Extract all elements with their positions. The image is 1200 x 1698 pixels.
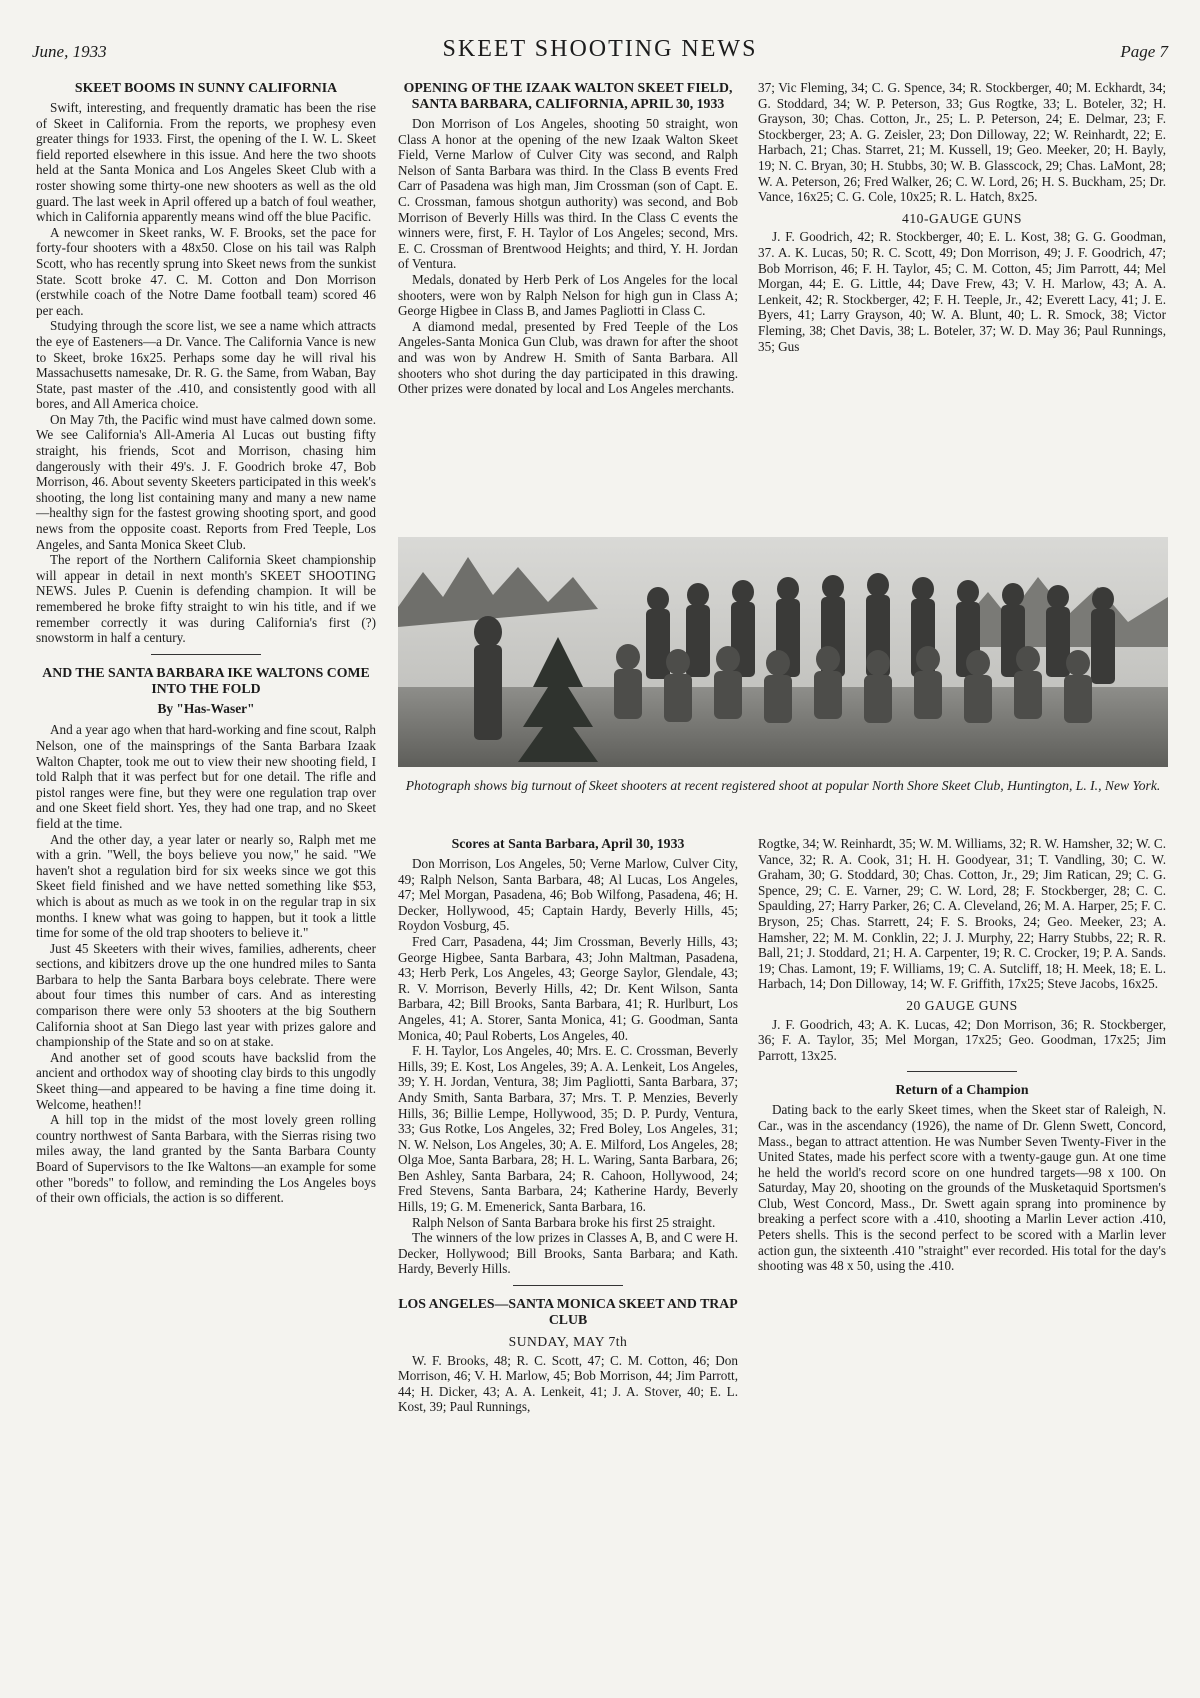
- article-headline-booms: SKEET BOOMS IN SUNNY CALIFORNIA: [74, 80, 338, 95]
- paragraph: The winners of the low prizes in Classes A, B, and C were H. Decker, Hollywood; Bill Brooks, Santa Barbara; and Kath. Hardy, Beverly Hills.: [398, 1230, 738, 1277]
- paragraph: Don Morrison of Los Angeles, shooting 50 straight, won Class A honor at the opening of the new Izaak Walton Skeet Field, Verne Marlow of Culver City was second, and Ralph Nelson of Santa Barbara was third. In the Class B events Fred Carr of Pasadena was high man, Jim Crossman (son of Capt. E. C. Crossman, famous shotgun authority) was second, and Bob Morrison of Beverly Hills was third. In the Class C events the winners were, first, F. H. Taylor of Los Angeles; second, Mrs. E. C. Crossman of Brentwood Heights; and third, Y. H. Jordan of Ventura.: [398, 116, 738, 272]
- paragraph: A newcomer in Skeet ranks, W. F. Brooks, set the pace for forty-four shooters with a 48x50. Close on his tail was Ralph Scott, who has recently sprung into Skeet news from the sunkist State. Scott broke 47. C. M. Cotton and Don Morrison (erstwhile coach of the Notre Dame football team) scored 46 per each.: [36, 224, 376, 318]
- page-header: [32, 36, 1168, 66]
- column-left: [36, 80, 376, 1206]
- paragraph: And another set of good scouts have backslid from the ancient and orthodox way of shooting clay birds to this ungodly Skeet thing—and appeared to be having a fine time doing it. Welcome, heathen!!: [36, 1049, 376, 1112]
- divider: [151, 654, 261, 655]
- paragraph: J. F. Goodrich, 42; R. Stockberger, 40; E. L. Kost, 38; G. G. Goodman, 37. A. K. Lucas, 50; R. C. Scott, 49; Don Morrison, 49; J. F. Goodrich, 47; Bob Morrison, 46; F. H. Taylor, 45; C. M. Cotton, 45; Jim Parrott, 44; Mel Morgan, 44; E. G. Little, 44; Dave Frew, 43; V. H. Marlow, 43; A. A. Lenkeit, 42; R. Stockberger, 42; F. H. Teeple, Jr., 42; Everett Lacy, 41; J. E. Byers, 41; Larry Grayson, 40; W. A. Blunt, 40; L. R. Smock, 38; Victor Fleming, 38; Chet Davis, 38; L. Boteler, 37; W. D. May 36; Paul Runnings, 35; Gus: [758, 229, 1166, 354]
- paragraph: Swift, interesting, and frequently dramatic has been the rise of Skeet in California. From the reports, we prophesy even greater things for 1933. First, the opening of the I. W. L. Skeet field reported elsewhere in this issue. And here the two shoots held at the Santa Monica and Los Angeles Skeet Club with a roster showing some thirty-one new shooters as well as the old guard. The last week in April offered up a batch of foul weather, which in California apparently means wind off the blue Pacific.: [36, 100, 376, 225]
- paragraph: And a year ago when that hard-working and fine scout, Ralph Nelson, one of the mainsprings of the Santa Barbara Izaak Walton Chapter, took me out to view their new shooting field, I told Ralph that it was perfect but for one detail. The rifle and pistol ranges were fine, but they were one regulation trap over and one Skeet field short. Yes, they had one trap, and no Skeet field at the time.: [36, 722, 376, 831]
- paragraph: Ralph Nelson of Santa Barbara broke his first 25 straight.: [412, 1214, 716, 1230]
- article-headline-champion: Return of a Champion: [895, 1082, 1029, 1098]
- photo-caption: Photograph shows big turnout of Skeet shooters at recent registered shoot at popular North Shore Skeet Club, Huntington, L. I., New York.: [405, 778, 1161, 793]
- paragraph: Medals, donated by Herb Perk of Los Angeles for the local shooters, were won by Ralph Nelson for high gun in Class A; George Higbee in Class B, and James Pagliotti in Class C.: [398, 271, 738, 319]
- article-headline-scores: Scores at Santa Barbara, April 30, 1933: [451, 836, 685, 851]
- column-middle-bottom: [398, 836, 738, 1415]
- column-right-bottom: [758, 836, 1166, 1274]
- paragraph: A diamond medal, presented by Fred Teeple of the Los Angeles-Santa Monica Gun Club, was drawn for after the shoot and was won by Andrew H. Smith of Santa Barbara. All shooters who shot during the day participated in this drawing. Other prizes were donated by local and Los Angeles merchants.: [398, 318, 738, 397]
- paragraph: 37; Vic Fleming, 34; C. G. Spence, 34; R. Stockberger, 40; M. Eckhardt, 34; G. Stoddard, 34; W. P. Peterson, 33; Gus Rogtke, 33; L. Boteler, 32; H. Grayson, 30; Chas. Cotton, Jr., 25; L. P. Peterson, 24; E. Delmar, 23; F. Stockberger, 23; A. G. Zeisler, 23; Don Dilloway, 22; W. Reinhardt, 22; E. Harbach, 21; Chas. Starret, 21; M. Kussell, 19; Geo. Meeker, 20; H. Bayly, 19; N. C. Bryan, 30; H. Stubbs, 30; W. B. Glasscock, 29; Chas. LaMont, 28; W. A. Peterson, 26; Fred Walker, 26; C. W. Lord, 26; H. S. Buckham, 25; Dr. Vance, 16x25; C. G. Cole, 10x25; R. L. Hatch, 8x25.: [758, 80, 1166, 205]
- divider: [513, 1285, 623, 1286]
- group-photograph: [398, 537, 1168, 767]
- paragraph: And the other day, a year later or nearly so, Ralph met me with a grin. "Well, the boys believe you now," he said. "We haven't shot a regulation bird for six weeks since we got this Skeet field finished and we have netted something like $53, which is about as much as we took in on the regular trap in six months. I knew what was going to happen, but it took a little time for some of the old trap shooters to believe it.": [36, 831, 376, 941]
- issue-date: June, 1933: [32, 42, 107, 61]
- paragraph: Studying through the score list, we see a name which attracts the eye of Easteners—a Dr. Vance. The California Vance is new to Skeet, broke 16x25. Perhaps some day he will rival his Massachusetts namesake, Dr. R. G. the Same, from Waban, Bay State, past master of the .410, and consistently good with all bores, and All America choice.: [36, 318, 376, 412]
- divider: [907, 1071, 1017, 1072]
- section-subhead-date: SUNDAY, MAY 7th: [508, 1334, 628, 1350]
- paragraph: Fred Carr, Pasadena, 44; Jim Crossman, Beverly Hills, 43; George Higbee, Santa Barbara, 43; John Maltman, Pasadena, 43; Herb Perk, Los Angeles, 43; George Saylor, Glendale, 43; R. V. Morrison, Beverly Hills, 42; Dr. Kent Wilson, Santa Barbara, 42; Bill Brooks, Santa Barbara, 41; R. Hurlburt, Los Angeles, 41; A. Storer, Santa Monica, 41; G. Goodman, Santa Monica, 40; Paul Roberts, Los Angeles, 40.: [398, 933, 738, 1043]
- paragraph: Don Morrison, Los Angeles, 50; Verne Marlow, Culver City, 49; Ralph Nelson, Santa Barbara, 48; Al Lucas, Los Angeles, 47; Mel Morgan, Pasadena, 46; Bob Wilfong, Pasadena, 46; H. Decker, Hollywood, 45; Captain Hardy, Beverly Hills, 45; Roydon Vosburg, 45.: [398, 856, 738, 934]
- article-headline-opening: OPENING OF THE IZAAK WALTON SKEET FIELD, SANTA BARBARA, CALIFORNIA, APRIL 30, 1933: [403, 80, 733, 111]
- paragraph: The report of the Northern California Skeet championship will appear in detail in next month's SKEET SHOOTING NEWS. Jules P. Cuenin is defending champion. It will be remembered he broke fifty straight to win his title, and if we remember correctly it was during California's first (?) snowstorm in half a century.: [36, 552, 376, 646]
- paragraph: W. F. Brooks, 48; R. C. Scott, 47; C. M. Cotton, 46; Don Morrison, 46; V. H. Marlow, 45; Bob Morrison, 44; Jim Parrott, 44; H. Dicker, 43; A. A. Lenkeit, 41; J. A. Stover, 40; E. L. Kost, 39; Paul Runnings,: [398, 1352, 738, 1415]
- paragraph: A hill top in the midst of the most lovely green rolling country northwest of Santa Barbara, with the Sierras rising two miles away, the land granted by the Santa Barbara County Board of Supervisors to the Ike Waltons—an example for some other "boreds" to follow, and reminding the Los Angeles boys of their own officials, the action is so different.: [36, 1112, 376, 1206]
- section-subhead-20: 20 GAUGE GUNS: [906, 997, 1018, 1013]
- paragraph: Dating back to the early Skeet times, when the Skeet star of Raleigh, N. Car., was in the ascendancy (1926), the name of Dr. Glenn Swett, Concord, Mass., began to attract attention. He was Number Seven Twenty-Fiver in the United States, made his perfect score with a twenty-gauge gun. At one time he held the world's record score on one hundred targets—98 x 100. On Saturday, May 20, shooting on the grounds of the Musketaquid Sportsmen's Club, West Concord, Mass., Dr. Swett again sprang into prominence by breaking a perfect score with a .410, shooting a Marlin Lever action .410, Peters shells. This is the second perfect to be scored with a Marlin lever action gun, the sixteenth .410 "straight" ever recorded. His total for the day's shooting was 48 x 50, using the .410.: [758, 1102, 1166, 1274]
- paragraph: F. H. Taylor, Los Angeles, 40; Mrs. E. C. Crossman, Beverly Hills, 39; E. Kost, Los Angeles, 39; A. A. Lenkeit, Los Angeles, 39; Y. H. Jordan, Ventura, 38; Jim Pagliotti, Santa Barbara, 37; Andy Smith, Santa Barbara, 37; Mrs. T. P. Menzies, Beverly Hills, 36; Billie Lempe, Hollywood, 35; D. P. Purdy, Ventura, 33; Gus Rotke, Los Angeles, 32; Fred Boley, Los Angeles, 31; N. W. Nelson, Los Angeles, 30; A. E. Milford, Los Angeles, 28; Olga Moe, Santa Barbara, 28; H. L. Waring, Santa Barbara, 26; Ben Ashley, Santa Barbara, 24; R. Cahoon, Hollywood, 24; Fred Stevens, Santa Barbara, 24; Katherine Hardy, Beverly Hills, 19; G. M. Emenerick, Santa Barbara, 16.: [398, 1043, 738, 1215]
- article-byline: By "Has-Waser": [157, 700, 255, 716]
- article-headline-la: LOS ANGELES—SANTA MONICA SKEET AND TRAP CLUB: [398, 1296, 738, 1328]
- paragraph: Just 45 Skeeters with their wives, families, adherents, cheer sections, and kibitzers drove up the one hundred miles to Santa Barbara to help the Santa Barbara boys celebrate. There were about four times this number of cars. And as interesting comparison there were only 53 shooters at the big Southern California shoot at San Diego last year with prizes galore and championship of the State and so on at stake.: [36, 940, 376, 1050]
- page-number: Page 7: [1120, 42, 1168, 61]
- column-right-top: [758, 80, 1166, 354]
- paragraph: J. F. Goodrich, 43; A. K. Lucas, 42; Don Morrison, 36; R. Stockberger, 36; F. A. Taylor, 35; Mel Morgan, 17x25; Geo. Goodman, 17x25; Jim Parrott, 13x25.: [758, 1016, 1166, 1063]
- article-headline-ike: AND THE SANTA BARBARA IKE WALTONS COME INTO THE FOLD: [42, 664, 370, 696]
- paragraph: Rogtke, 34; W. Reinhardt, 35; W. M. Williams, 32; R. W. Hamsher, 32; W. C. Vance, 32; R. A. Cook, 31; H. H. Goodyear, 31; T. Vandling, 30; C. W. Graham, 30; G. Stoddard, 30; Chas. Cotton, Jr., 29; Jim Ratican, 29; C. G. Spence, 29; C. E. Varner, 29; C. W. Lord, 28; F. Stockberger, 28; C. C. Spaulding, 27; Harry Parker, 26; C. A. Cleveland, 26; M. A. Harper, 25; F. C. Bryson, 25; Chas. Starrett, 24; F. S. Brooks, 24; Geo. Meeker, 23; A. Hamsher, 22; M. M. Conklin, 22; J. J. Murphy, 22; Harry Stubbs, 22; R. R. Ball, 21; J. Stoddard, 21; H. A. Carpenter, 19; R. C. Crocker, 19; P. A. Sands. 19; Chas. Lamont, 19; F. Williams, 19; C. A. Sutcliff, 18; H. Meek, 18; E. L. Harbach, 14; Don Dilloway, 14; W. F. Griffith, 17x25; Steve Jacobs, 16x25.: [758, 836, 1166, 992]
- section-subhead-410: 410-GAUGE GUNS: [902, 210, 1022, 226]
- masthead-title: SKEET SHOOTING NEWS: [442, 36, 758, 62]
- column-middle-top: [398, 80, 738, 397]
- paragraph: On May 7th, the Pacific wind must have calmed down some. We see California's All-Ameria Al Lucas out busting fifty straight, his friends, Scot and Morrison, chasing him dangerously with their 49's. J. F. Goodrich broke 47, Bob Morrison, 46. About seventy Skeeters participated in this week's shooting, the long list containing many and many a new name—healthy sign for the fastest growing shooting sport, and good news from the opposite coast. Reports from Fred Teeple, Los Angeles, and Santa Monica Skeet Club.: [36, 411, 376, 552]
